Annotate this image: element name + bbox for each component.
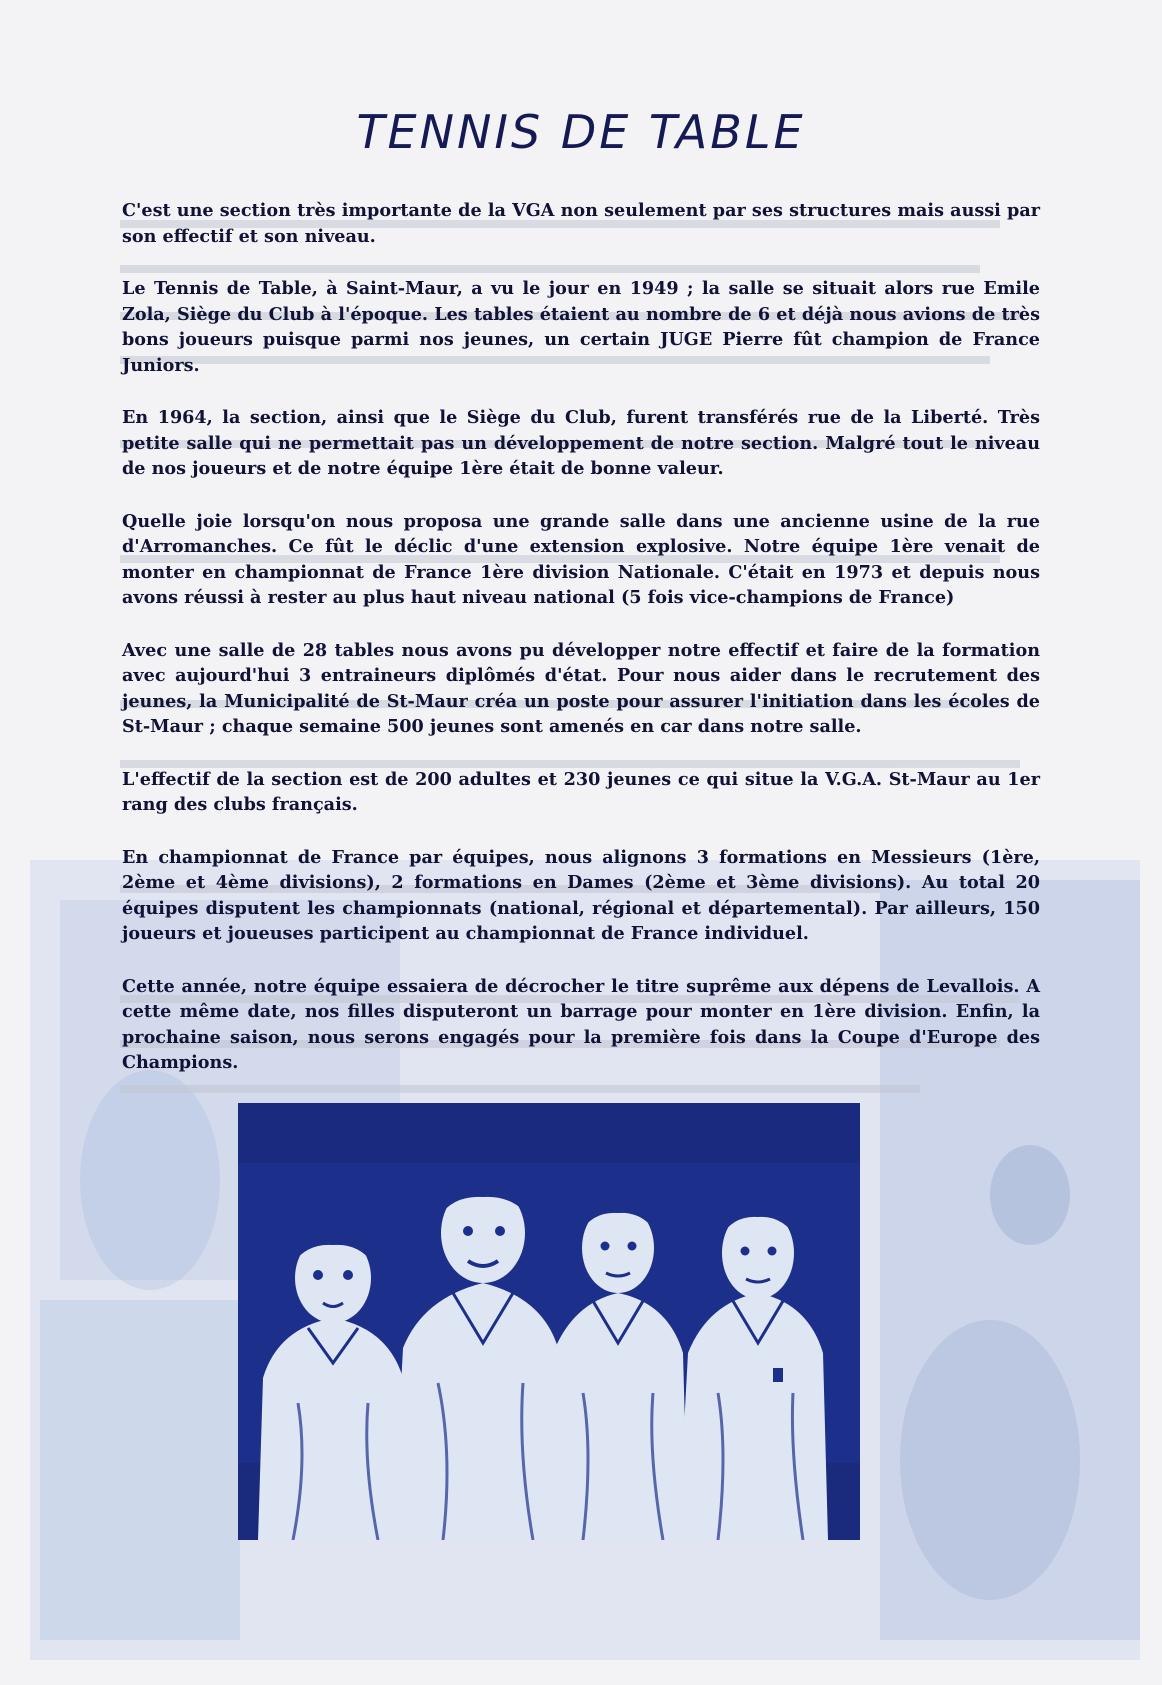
paragraph-3: En 1964, la section, ainsi que le Siège du Club, furent transférés rue de la Liberté. Très petite salle qui ne permettait pas un développement de notre section. Malgré tout le niveau de nos joueurs et de notre équipe 1ère était de bonne valeur. — [122, 407, 1040, 479]
article-body — [122, 198, 1040, 1103]
paragraph-6: L'effectif de la section est de 200 adultes et 230 jeunes ce qui situe la V.G.A. St-Maur au 1er rang des clubs français. — [122, 768, 1040, 815]
paragraph-5: Avec une salle de 28 tables nous avons pu développer notre effectif et faire de la formation avec aujourd'hui 3 entraineurs diplômés d'état. Pour nous aider dans le recrutement des jeunes, la Municipalité de St-Maur créa un poste pour assurer l'initiation dans les écoles de St-Maur ; chaque semaine 500 jeunes sont amenés en car dans notre salle. — [122, 639, 1040, 737]
paragraph-8: Cette année, notre équipe essaiera de décrocher le titre suprême aux dépens de Levallois. A cette même date, nos filles disputeront un barrage pour monter en 1ère division. Enfin, la prochaine saison, nous serons engagés pour la première fois dans la Coupe d'Europe des Champions. — [122, 975, 1040, 1073]
team-photo — [238, 1103, 860, 1540]
paragraph-1: C'est une section très importante de la VGA non seulement par ses structures mais aussi par son effectif et son niveau. — [122, 200, 1040, 247]
paragraph-7: En championnat de France par équipes, nous alignons 3 formations en Messieurs (1ère, 2ème et 4ème divisions), 2 formations en Dames (2ème et 3ème divisions). Au total 20 équipes disputent les championnats (national, régional et départemental). Par ailleurs, 150 joueurs et joueuses participent au championnat de France individuel. — [122, 846, 1040, 944]
paragraph-2: Le Tennis de Table, à Saint-Maur, a vu le jour en 1949 ; la salle se situait alors rue Emile Zola, Siège du Club à l'époque. Les tables étaient au nombre de 6 et déjà nous avions de très bons joueurs puisque parmi nos jeunes, un certain JUGE Pierre fût champion de France Juniors. — [122, 278, 1040, 376]
page-title: TENNIS DE TABLE — [356, 105, 806, 159]
paragraph-4: Quelle joie lorsqu'on nous proposa une grande salle dans une ancienne usine de la rue d'Arromanches. Ce fût le déclic d'une extension explosive. Notre équipe 1ère venait de monter en championnat de France 1ère division Nationale. C'était en 1973 et depuis nous avons réussi à rester au plus haut niveau national (5 fois vice-champions de France) — [122, 510, 1040, 608]
